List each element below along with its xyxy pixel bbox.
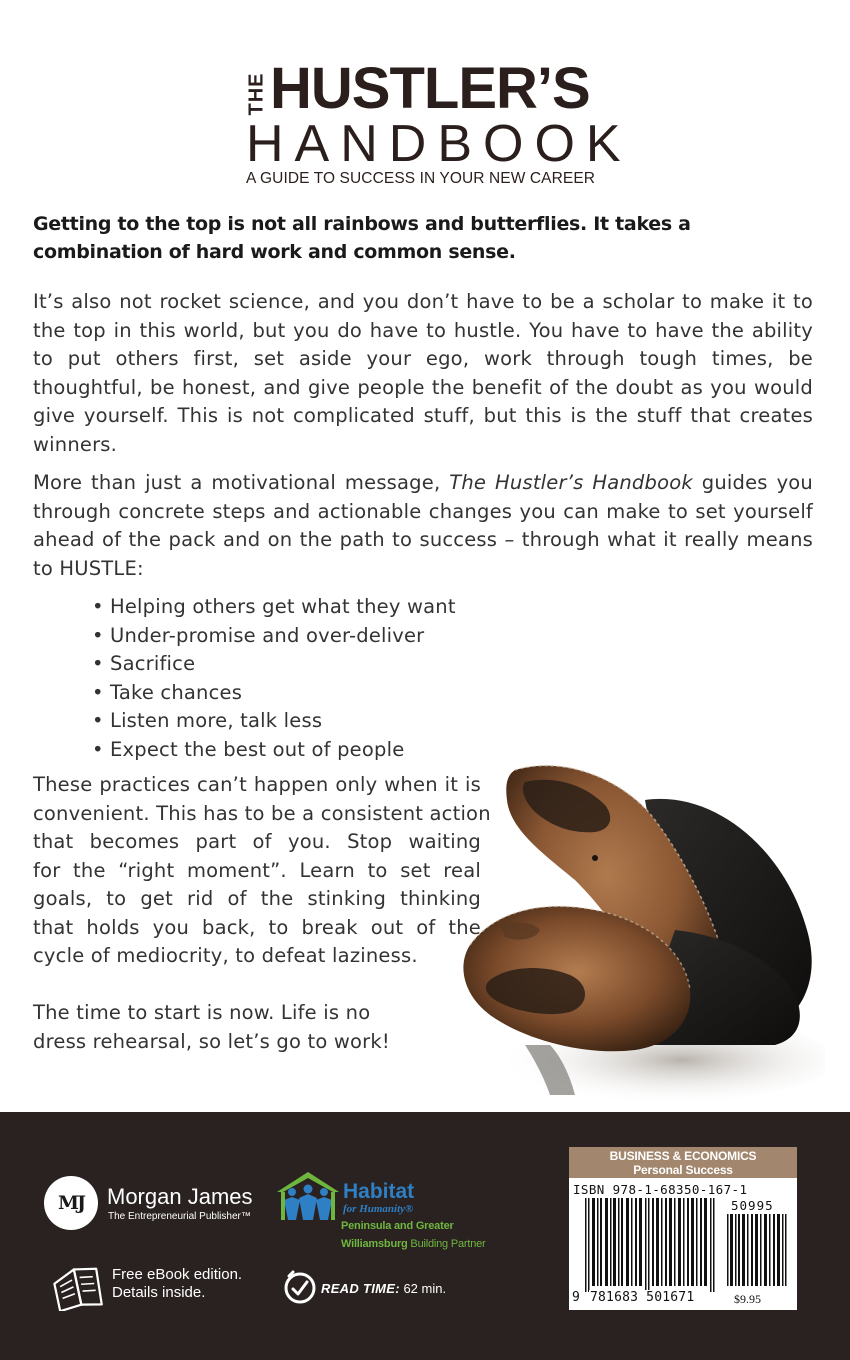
barcode-bars — [585, 1198, 715, 1292]
publisher-tagline: The Entrepreneurial Publisher™ — [108, 1211, 251, 1222]
habitat-region: Peninsula and Greater — [341, 1220, 454, 1232]
title-handbook: HANDBOOK — [246, 115, 632, 173]
title-subtitle: A GUIDE TO SUCCESS IN YOUR NEW CAREER — [246, 170, 596, 187]
isbn-text: ISBN 978-1-68350-167-1 — [573, 1182, 748, 1197]
worn-shoes-illustration — [455, 760, 825, 1105]
body-paragraph-2: More than just a motivational message, The Hustler’s Handbook guides you through concrete steps and actionable changes you can make to set yourself ahead of the pack and on the path to success – through what it really means to HUSTLE: — [33, 471, 813, 580]
body-paragraph-4: The time to start is now. Life is no dress rehearsal, so let’s go to work! — [33, 1001, 390, 1053]
price: $9.95 — [734, 1292, 761, 1306]
price-code: 50995 — [731, 1198, 774, 1213]
list-item: • Expect the best out of people — [92, 736, 456, 765]
list-item: • Under-promise and over-deliver — [92, 622, 456, 651]
addon-barcode-bars — [727, 1214, 787, 1286]
list-item: • Take chances — [92, 679, 456, 708]
habitat-house-icon — [275, 1170, 341, 1222]
title-the: THE — [245, 72, 268, 116]
list-item: • Helping others get what they want — [92, 593, 456, 622]
body-paragraph-3: These practices can’t happen only when it is convenient. This has to be a consistent action that becomes part of you. Stop waiting for the “right moment”. Learn to set real goals, to get rid of the stinking thinking that holds you back, to break out of the cycle of mediocrity, to defeat laziness. — [33, 773, 491, 967]
hustle-list — [92, 593, 456, 764]
list-item: • Listen more, talk less — [92, 707, 456, 736]
ean-digits: 781683 501671 — [590, 1290, 695, 1305]
body-paragraph-1: It’s also not rocket science, and you don’t have to be a scholar to make it to the top in this world, but you do have to hustle. You have to have the ability to put others first, set aside your ego, work through tough times, be thoughtful, be honest, and give people the benefit of the doubt as you would give yourself. This is not complicated stuff, but this is the stuff that creates winners. — [33, 290, 813, 456]
title-hustlers: HUSTLER’S — [270, 56, 590, 121]
publisher-name: Morgan James — [107, 1184, 253, 1209]
book-title-block — [245, 56, 632, 187]
lead-paragraph: Getting to the top is not all rainbows and butterflies. It takes a combination of hard work and common sense. — [33, 213, 691, 263]
book-title-italic: The Hustler’s Handbook — [449, 471, 693, 494]
isbn-barcode — [569, 1178, 797, 1310]
list-item: • Sacrifice — [92, 650, 456, 679]
category-label: BUSINESS & ECONOMICS Personal Success — [569, 1147, 797, 1178]
clock-icon — [281, 1268, 319, 1306]
ebook-note: Free eBook edition. Details inside. — [112, 1266, 243, 1301]
habitat-name: Habitat — [343, 1180, 415, 1203]
ebook-icon — [52, 1263, 104, 1311]
habitat-partner: Williamsburg Building Partner — [341, 1238, 486, 1250]
read-time: READ TIME: 62 min. — [321, 1281, 447, 1296]
morgan-james-logo: MJ — [44, 1176, 98, 1230]
habitat-subtitle: for Humanity® — [343, 1203, 414, 1215]
ean-first-digit: 9 — [572, 1290, 580, 1305]
